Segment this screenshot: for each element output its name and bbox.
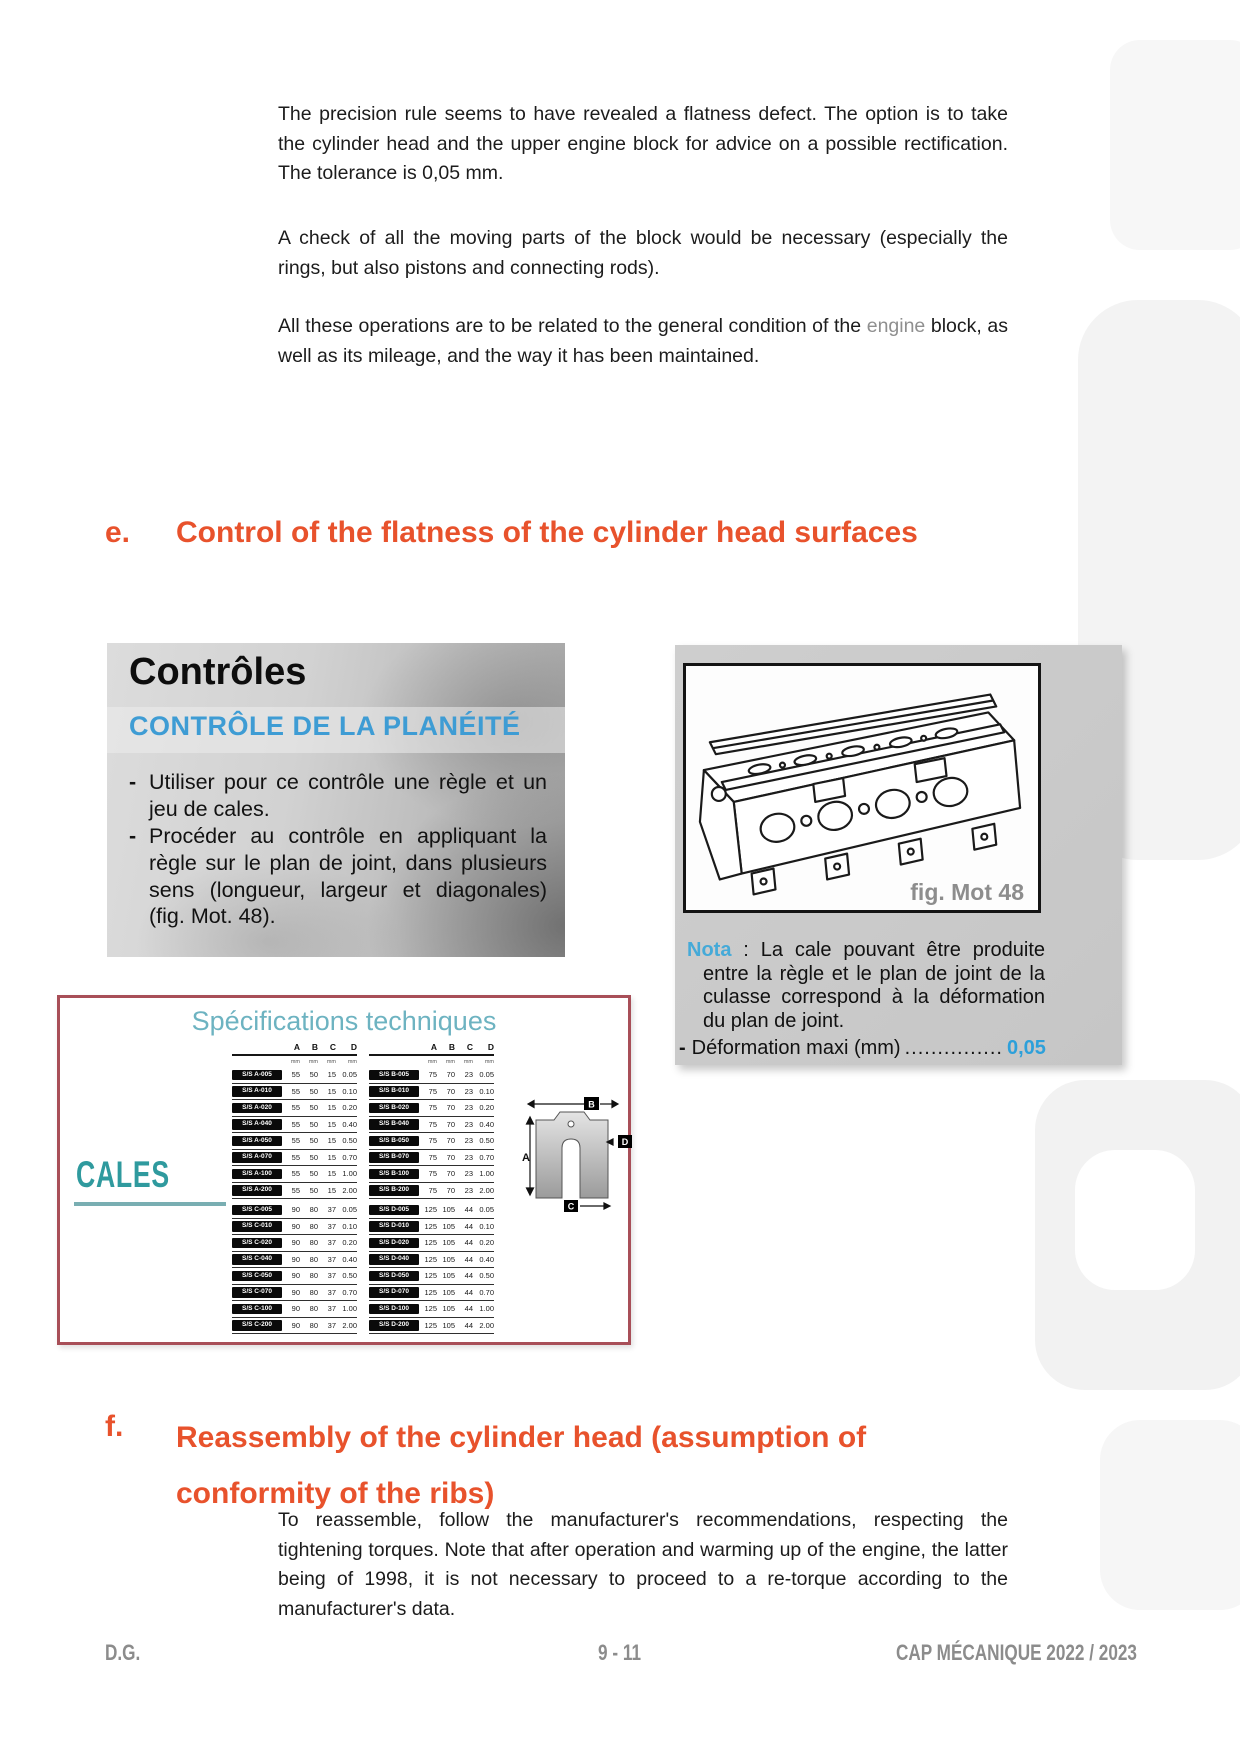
part-number-tag: S/S A-020 [232, 1103, 282, 1114]
dimension-value: 0.10 [479, 1221, 494, 1231]
dimension-value: 37 [327, 1221, 336, 1231]
dimension-value: 70 [446, 1152, 455, 1162]
unit-label: mm [463, 1058, 473, 1065]
dimension-value: 15 [327, 1119, 336, 1129]
col-header: A [293, 1042, 300, 1052]
unit-label: mm [427, 1058, 437, 1065]
shim-table-units [232, 1056, 494, 1067]
dimension-value: 125 [424, 1221, 437, 1231]
dimension-value: 0.05 [342, 1070, 357, 1080]
dimension-value: 125 [424, 1254, 437, 1264]
dimension-value: 55 [291, 1070, 300, 1080]
unit-label: mm [484, 1058, 494, 1065]
dimension-value: 90 [291, 1221, 300, 1231]
unit-label: mm [326, 1058, 336, 1065]
table-row [232, 1252, 494, 1269]
watermark-shape [1110, 40, 1240, 250]
dimension-value: 90 [291, 1304, 300, 1314]
dimension-value: 0.40 [479, 1119, 494, 1129]
footer-course-text: CAP MÉCANIQUE 2022 / 2023 [896, 1640, 1137, 1665]
part-number-tag: S/S D-040 [369, 1254, 419, 1265]
part-number-tag: S/S C-100 [232, 1304, 282, 1315]
part-number-tag: S/S B-005 [369, 1070, 419, 1081]
dimension-value: 37 [327, 1205, 336, 1215]
table-row [232, 1285, 494, 1302]
dimension-value: 0.10 [342, 1221, 357, 1231]
dimension-value: 0.70 [342, 1287, 357, 1297]
part-number-tag: S/S B-020 [369, 1103, 419, 1114]
dimension-value: 50 [309, 1185, 318, 1195]
dimension-value: 105 [442, 1205, 455, 1215]
dim-label-d: D [621, 1137, 629, 1147]
dimension-value: 75 [428, 1136, 437, 1146]
part-number-tag: S/S C-040 [232, 1254, 282, 1265]
part-number-tag: S/S D-050 [369, 1271, 419, 1282]
dim-label-a: A [522, 1152, 530, 1164]
dimension-value: 0.50 [479, 1271, 494, 1281]
dimension-value: 44 [464, 1287, 473, 1297]
dimension-value: 15 [327, 1185, 336, 1195]
paragraph-moving-parts: A check of all the moving parts of the block would be necessary (especially the rings, but also pistons and connecting rods). [278, 227, 1008, 279]
table-row [232, 1100, 494, 1117]
dimension-value: 70 [446, 1070, 455, 1080]
dimension-value: 75 [428, 1086, 437, 1096]
dimension-value: 55 [291, 1103, 300, 1113]
figure-caption: fig. Mot 48 [910, 879, 1024, 905]
paragraph-flatness-defect: The precision rule seems to have revealed a flatness defect. The option is to take the cylinder head and the upper engine block for advice on a possible rectification. The tolerance is 0,05 mm. [278, 103, 1008, 185]
dimension-value: 2.00 [342, 1320, 357, 1330]
table-row [232, 1301, 494, 1318]
table-row [232, 1219, 494, 1236]
bullet-item [129, 823, 547, 931]
unit-label: mm [308, 1058, 318, 1065]
unit-label: mm [445, 1058, 455, 1065]
dimension-value: 50 [309, 1169, 318, 1179]
dimension-value: 125 [424, 1271, 437, 1281]
dimension-value: 15 [327, 1070, 336, 1080]
dimension-value: 0.10 [342, 1086, 357, 1096]
dimension-value: 80 [309, 1287, 318, 1297]
paragraph-text: All these operations are to be related to the general condition of the [278, 315, 867, 337]
dimension-value: 2.00 [479, 1320, 494, 1330]
col-header: C [466, 1042, 473, 1052]
dimension-value: 90 [291, 1205, 300, 1215]
dimension-value: 44 [464, 1304, 473, 1314]
nota-separator: : [731, 939, 761, 961]
col-header: D [350, 1042, 357, 1052]
part-number-tag: S/S D-200 [369, 1320, 419, 1331]
col-header: B [311, 1042, 318, 1052]
dimension-value: 23 [464, 1070, 473, 1080]
dimension-value: 1.00 [342, 1304, 357, 1314]
part-number-tag: S/S B-040 [369, 1119, 419, 1130]
dimension-value: 125 [424, 1304, 437, 1314]
part-number-tag: S/S B-100 [369, 1169, 419, 1180]
dimension-value: 37 [327, 1304, 336, 1314]
bullet-text: Utiliser pour ce contrôle une règle et un jeu de cales. [149, 770, 547, 821]
part-number-tag: S/S A-070 [232, 1152, 282, 1163]
table-row [232, 1067, 494, 1084]
section-e-number: e. [105, 516, 131, 549]
cylinder-head-drawing [686, 666, 1038, 910]
nota-block [687, 939, 1045, 1033]
dim-label-b: B [588, 1099, 595, 1110]
part-number-tag: S/S D-100 [369, 1304, 419, 1315]
section-e-title: Control of the flatness of the cylinder head surfaces [176, 516, 918, 549]
bullet-item [129, 769, 547, 823]
table-row [232, 1117, 494, 1134]
shim-table [232, 1040, 494, 1334]
part-number-tag: S/S A-010 [232, 1086, 282, 1097]
dimension-value: 80 [309, 1238, 318, 1248]
dimension-value: 1.00 [479, 1169, 494, 1179]
dimension-value: 50 [309, 1136, 318, 1146]
part-number-tag: S/S B-050 [369, 1136, 419, 1147]
dimension-value: 0.20 [479, 1103, 494, 1113]
dimension-value: 37 [327, 1320, 336, 1330]
dimension-value: 50 [309, 1086, 318, 1096]
footer-author-text: D.G. [105, 1640, 141, 1665]
part-number-tag: S/S D-020 [369, 1238, 419, 1249]
dimension-value: 0.05 [479, 1070, 494, 1080]
footer-page-text: 9 - 11 [598, 1640, 642, 1665]
dimension-value: 55 [291, 1086, 300, 1096]
dimension-value: 44 [464, 1271, 473, 1281]
shim-diagram [522, 1084, 634, 1214]
part-number-tag: S/S D-070 [369, 1287, 419, 1298]
dimension-value: 0.50 [479, 1136, 494, 1146]
paragraph-text: block, as well as its mileage, and the way it has been maintained. [278, 315, 1008, 367]
dimension-value: 44 [464, 1320, 473, 1330]
part-number-tag: S/S A-005 [232, 1070, 282, 1081]
paragraph-text-faded: engine [866, 315, 926, 337]
col-header: C [329, 1042, 336, 1052]
dimension-value: 125 [424, 1238, 437, 1248]
watermark-shape [1075, 1150, 1195, 1290]
dimension-value: 80 [309, 1221, 318, 1231]
section-f-number: f. [105, 1410, 124, 1443]
dimension-value: 0.50 [342, 1271, 357, 1281]
dimension-value: 0.10 [479, 1086, 494, 1096]
nota-label: Nota [687, 939, 732, 961]
dimension-value: 50 [309, 1070, 318, 1080]
dimension-value: 0.70 [342, 1152, 357, 1162]
col-header: B [448, 1042, 455, 1052]
dimension-value: 0.50 [342, 1136, 357, 1146]
paragraph-operations [278, 312, 1008, 371]
shim-table-rows [232, 1067, 494, 1334]
dimension-value: 23 [464, 1103, 473, 1113]
unit-label: mm [290, 1058, 300, 1065]
dimension-value: 90 [291, 1271, 300, 1281]
table-row [232, 1166, 494, 1183]
dimension-value: 80 [309, 1271, 318, 1281]
dimension-value: 50 [309, 1119, 318, 1129]
part-number-tag: S/S C-010 [232, 1221, 282, 1232]
dimension-value: 37 [327, 1271, 336, 1281]
dimension-value: 70 [446, 1086, 455, 1096]
deformation-value: 0,05 [1006, 1037, 1046, 1059]
col-header: D [487, 1042, 494, 1052]
dimension-value: 0.05 [479, 1205, 494, 1215]
dimension-value: 23 [464, 1152, 473, 1162]
dimension-value: 0.40 [342, 1119, 357, 1129]
dimension-value: 15 [327, 1136, 336, 1146]
dimension-value: 0.20 [342, 1103, 357, 1113]
specifications-panel [57, 995, 631, 1345]
dimension-value: 55 [291, 1136, 300, 1146]
cylinder-head-figure [683, 663, 1041, 913]
dimension-value: 80 [309, 1304, 318, 1314]
part-number-tag: S/S A-050 [232, 1136, 282, 1147]
table-row [232, 1084, 494, 1101]
dimension-value: 75 [428, 1070, 437, 1080]
dimension-value: 15 [327, 1169, 336, 1179]
dimension-value: 23 [464, 1086, 473, 1096]
dimension-value: 125 [424, 1320, 437, 1330]
dimension-value: 37 [327, 1238, 336, 1248]
deformation-label: Déformation maxi (mm) [691, 1037, 901, 1059]
dimension-value: 105 [442, 1238, 455, 1248]
dimension-value: 90 [291, 1320, 300, 1330]
dim-label-c: C [567, 1201, 575, 1212]
part-number-tag: S/S A-200 [232, 1185, 282, 1196]
table-row [232, 1133, 494, 1150]
dimension-value: 125 [424, 1287, 437, 1297]
dimension-value: 70 [446, 1169, 455, 1179]
dimension-value: 2.00 [342, 1185, 357, 1195]
dimension-value: 15 [327, 1086, 336, 1096]
part-number-tag: S/S D-010 [369, 1221, 419, 1232]
figure-panel [675, 645, 1122, 1065]
part-number-tag: S/S C-005 [232, 1205, 282, 1216]
dimension-value: 90 [291, 1287, 300, 1297]
dimension-value: 0.20 [479, 1238, 494, 1248]
dimension-value: 50 [309, 1103, 318, 1113]
dimension-value: 105 [442, 1320, 455, 1330]
dimension-value: 70 [446, 1136, 455, 1146]
planeite-subtitle: CONTRÔLE DE LA PLANÉITÉ [129, 711, 521, 741]
dimension-value: 70 [446, 1103, 455, 1113]
dimension-value: 75 [428, 1152, 437, 1162]
dimension-value: 0.05 [342, 1205, 357, 1215]
dimension-value: 55 [291, 1169, 300, 1179]
dimension-value: 75 [428, 1169, 437, 1179]
dimension-value: 44 [464, 1254, 473, 1264]
deformation-spec [679, 1037, 1046, 1060]
dimension-value: 1.00 [479, 1304, 494, 1314]
spec-title: Spécifications techniques [191, 1006, 497, 1036]
dimension-value: 0.40 [342, 1254, 357, 1264]
dimension-value: 80 [309, 1254, 318, 1264]
dimension-value: 105 [442, 1221, 455, 1231]
dimension-value: 15 [327, 1103, 336, 1113]
paragraph-reassembly: To reassemble, follow the manufacturer's recommendations, respecting the tightening torques. Note that after operation and warming up of the engine, the latter being of 1998, it is not necessary to proceed to a re-torque according to the manufacturer's data. [278, 1509, 1008, 1620]
part-number-tag: S/S C-050 [232, 1271, 282, 1282]
dimension-value: 23 [464, 1136, 473, 1146]
dimension-value: 44 [464, 1205, 473, 1215]
controles-bullets [129, 769, 547, 930]
part-number-tag: S/S C-070 [232, 1287, 282, 1298]
dimension-value: 23 [464, 1185, 473, 1195]
dimension-value: 2.00 [479, 1185, 494, 1195]
part-number-tag: S/S D-005 [369, 1205, 419, 1216]
col-header: A [430, 1042, 437, 1052]
nota-text: La cale pouvant être produite entre la règle et le plan de joint de la culasse correspond à la déformation du plan de joint. [703, 939, 1046, 1032]
dimension-value: 90 [291, 1254, 300, 1264]
dimension-value: 0.70 [479, 1152, 494, 1162]
bullet-dash: - [129, 770, 137, 794]
dimension-value: 105 [442, 1254, 455, 1264]
bullet-text: Procéder au contrôle en appliquant la règle sur le plan de joint, dans plusieurs sens (longueur, largeur et diagonales) (fig. Mot. 48). [149, 823, 547, 929]
footer-course-title [828, 1640, 1137, 1666]
part-number-tag: S/S A-100 [232, 1169, 282, 1180]
section-f-title: Reassembly of the cylinder head (assumption of conformity of the ribs) [176, 1421, 867, 1510]
cales-logo: CALES [76, 1154, 170, 1195]
dimension-value: 15 [327, 1152, 336, 1162]
dimension-value: 75 [428, 1185, 437, 1195]
deformation-dash: - [679, 1037, 686, 1059]
dimension-value: 23 [464, 1169, 473, 1179]
dimension-value: 37 [327, 1254, 336, 1264]
dimension-value: 70 [446, 1119, 455, 1129]
dimension-value: 80 [309, 1320, 318, 1330]
dimension-value: 105 [442, 1287, 455, 1297]
dimension-value: 90 [291, 1238, 300, 1248]
dimension-value: 50 [309, 1152, 318, 1162]
dimension-value: 55 [291, 1119, 300, 1129]
dimension-value: 105 [442, 1304, 455, 1314]
dimension-value: 23 [464, 1119, 473, 1129]
dimension-value: 44 [464, 1238, 473, 1248]
unit-label: mm [347, 1058, 357, 1065]
dimension-value: 75 [428, 1103, 437, 1113]
table-row [232, 1318, 494, 1335]
dimension-value: 37 [327, 1287, 336, 1297]
dimension-value: 55 [291, 1152, 300, 1162]
part-number-tag: S/S B-010 [369, 1086, 419, 1097]
part-number-tag: S/S B-070 [369, 1152, 419, 1163]
table-row [232, 1202, 494, 1219]
shim-table-header [232, 1040, 494, 1056]
table-row [232, 1183, 494, 1200]
controles-panel [107, 643, 565, 957]
part-number-tag: S/S C-020 [232, 1238, 282, 1249]
dot-leader: ............... [904, 1037, 1003, 1059]
cales-underline [74, 1202, 226, 1206]
table-row [232, 1235, 494, 1252]
dimension-value: 0.20 [342, 1238, 357, 1248]
bullet-dash: - [129, 823, 137, 848]
dimension-value: 0.40 [479, 1254, 494, 1264]
part-number-tag: S/S B-200 [369, 1185, 419, 1196]
dimension-value: 125 [424, 1205, 437, 1215]
dimension-value: 80 [309, 1205, 318, 1215]
dimension-value: 55 [291, 1185, 300, 1195]
part-number-tag: S/S A-040 [232, 1119, 282, 1130]
dimension-value: 44 [464, 1221, 473, 1231]
dimension-value: 1.00 [342, 1169, 357, 1179]
controles-title: Contrôles [129, 651, 307, 693]
dimension-value: 105 [442, 1271, 455, 1281]
dimension-value: 0.70 [479, 1287, 494, 1297]
table-row [232, 1268, 494, 1285]
dimension-value: 70 [446, 1185, 455, 1195]
part-number-tag: S/S C-200 [232, 1320, 282, 1331]
watermark-shape [1100, 1420, 1240, 1610]
dimension-value: 75 [428, 1119, 437, 1129]
table-row [232, 1150, 494, 1167]
